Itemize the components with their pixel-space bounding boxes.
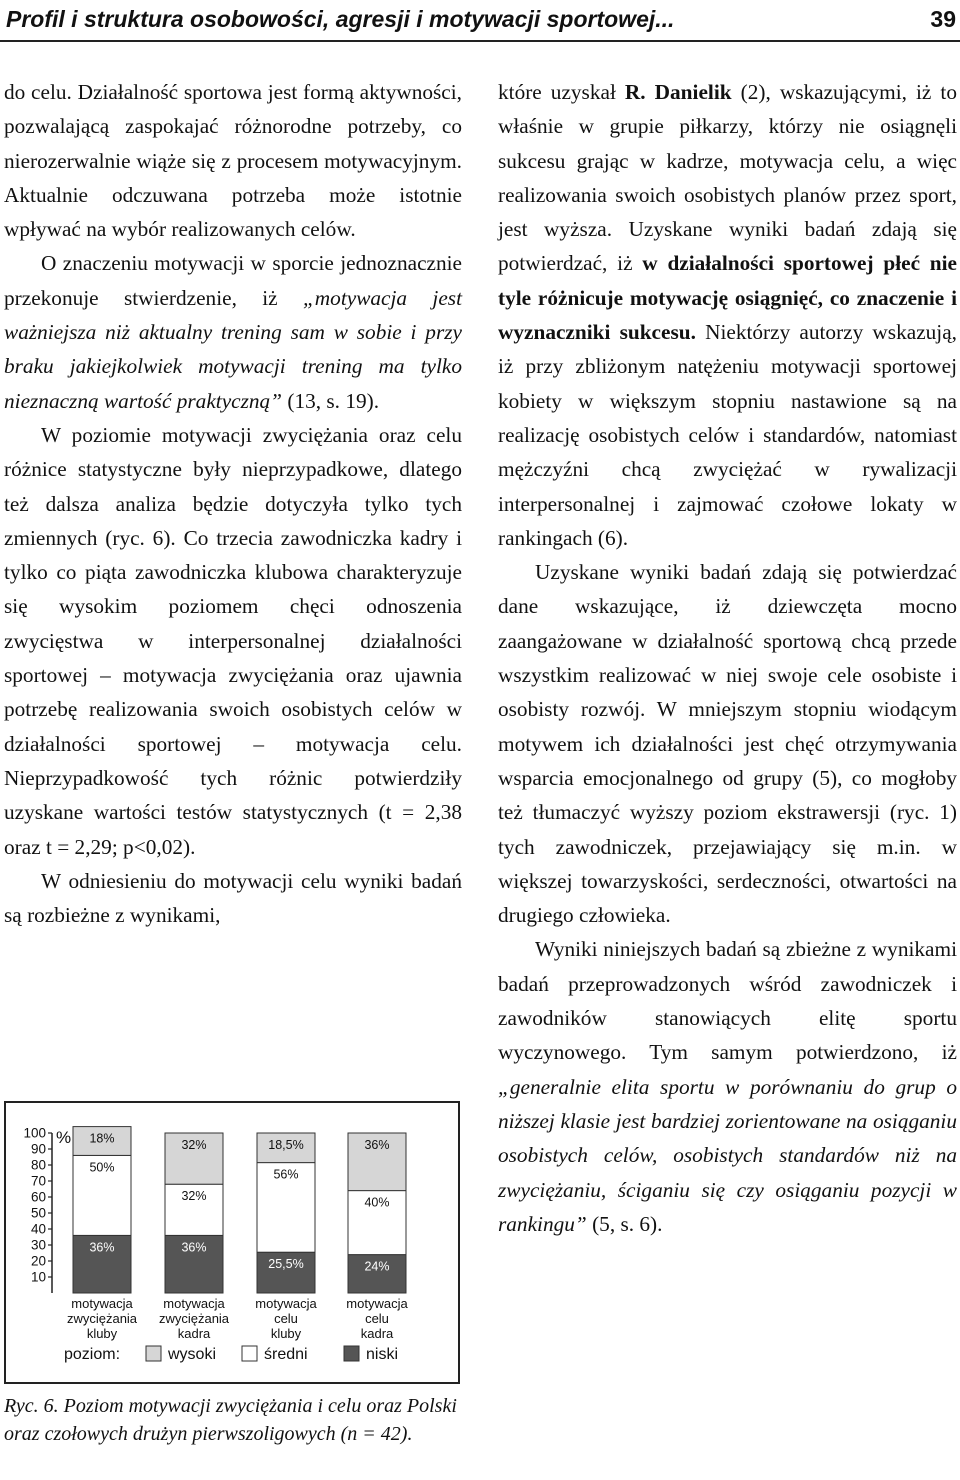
legend-swatch-średni xyxy=(242,1346,257,1361)
data-label: 32% xyxy=(181,1138,207,1152)
quote-span: „generalnie elita sportu w porównaniu do grup o niższej klasie jest bardziej zorientowane na osiąganiu osobistych celów, osobistych standardów niż na zwyciężaniu, ściganiu się czy osiąganiu pozycji w rankingu” xyxy=(498,1074,957,1236)
data-label: 40% xyxy=(364,1195,390,1210)
y-tick-label: 50 xyxy=(30,1205,46,1221)
data-label: 36% xyxy=(181,1240,207,1255)
figure-6 xyxy=(4,1101,460,1384)
y-tick-label: 70 xyxy=(30,1173,46,1189)
paragraph: W poziomie motywacji zwyciężania oraz celu różnice statystyczne były nieprzypadkowe, dlatego też dalsza analiza będzie dotyczyła tylko tych zmiennych (ryc. 6). Co trzecia zawodniczka kadry i tylko co piąta zawodniczka klubowa charakteryzuje się wysokim poziomem chęci odnoszenia zwycięstwa w interpersonalnej działalności sportowej – motywacja zwyciężania oraz ujawnia potrzebę realizowania swoich osobistych celów w działalności sportowej – motywacja celu. Nieprzypadkowość tych różnic potwierdziły uzyskane wartości testów statystycznych (t = 2,38 oraz t = 2,29; p<0,02). xyxy=(4,422,462,859)
category-label: kluby xyxy=(270,1326,302,1341)
data-label: 32% xyxy=(181,1189,207,1204)
figure-caption: Ryc. 6. Poziom motywacji zwyciężania i celu oraz Polski oraz czołowych drużyn pierwszoligowych (n = 42). xyxy=(4,1395,457,1445)
data-label: 25,5% xyxy=(268,1257,304,1272)
paragraph: Uzyskane wyniki badań zdają się potwierdzać dane wskazujące, iż dziewczęta mocno zaangażowane w działalność sportową chcą przede wszystkim realizować w niej swoje cele osobiste i osobisty rozwój. W mniejszym stopniu wiodącym motywem ich działalności jest chęć otrzymywania wsparcia emocjonalnego od grupy (5), co mogłoby też tłumaczyć wyższy poziom ekstrawersji (ryc. 1) tych zawodniczek, przejawiający się m.in. w większej towarzyskości, serdeczności, otwartości na drugiego człowieka. xyxy=(498,560,957,928)
stacked-bar-chart xyxy=(6,1103,458,1382)
left-column xyxy=(4,75,462,932)
bold-statement: w działalności sportowej płeć nie tyle różnicuje motywację osiągnięć, co znaczenie i wyznaczniki sukcesu. xyxy=(498,251,957,345)
author-name: R. Danielik xyxy=(624,80,732,104)
y-tick-label: 90 xyxy=(30,1141,46,1157)
y-tick-label: 10 xyxy=(30,1269,46,1285)
category-label: celu xyxy=(274,1311,298,1326)
text-span: Niektórzy autorzy wskazują, iż przy zbliżonym natężeniu motywacji sportowej kobiety w większym stopniu nastawione są na realizację osobistych celów i standardów, natomiast mężczyźni chcą zwyciężać w rywalizacji interpersonalnej i zajmować czołowe lokaty w rankingach (6). xyxy=(498,320,957,550)
legend-label: średni xyxy=(264,1346,308,1363)
y-tick-label: 40 xyxy=(30,1221,46,1237)
category-label: zwyciężania xyxy=(66,1311,138,1326)
category-label: kadra xyxy=(177,1326,211,1341)
data-label: 50% xyxy=(89,1160,115,1175)
text-span: które uzyskał xyxy=(498,80,616,104)
page-number: 39 xyxy=(930,6,956,32)
y-tick-label: 80 xyxy=(30,1157,46,1173)
category-label: motywacja xyxy=(255,1296,317,1311)
text-span: O znaczeniu motywacji w sporcie jednoznacznie przekonuje stwierdzenie, iż xyxy=(4,251,462,310)
data-label: 18,5% xyxy=(268,1138,304,1152)
text-span: (2), wskazującymi, iż to właśnie w grupie piłkarzy, którzy nie osiągnęli sukcesu grając w kadrze, motywacja celu, a więc realizowania swoich osobistych planów przez sport, jest wyższa. Uzyskane wyniki badań zdają się potwierdzać, iż xyxy=(498,80,957,276)
paragraph: W odniesieniu do motywacji celu wyniki badań są rozbieżne z wynikami, xyxy=(4,868,462,928)
category-label: kluby xyxy=(86,1326,118,1341)
paragraph: do celu. Działalność sportowa jest formą aktywności, pozwalającą zaspokajać różnorodne potrzeby, co nierozerwalnie wiąże się z procesem motywacyjnym. Aktualnie odczuwana potrzeba może istotnie wpływać na wybór realizowanych celów. xyxy=(4,80,462,242)
legend-swatch-niski xyxy=(344,1346,359,1361)
y-tick-label: 30 xyxy=(30,1237,46,1253)
legend-label: wysoki xyxy=(168,1346,217,1363)
data-label: 36% xyxy=(364,1138,390,1152)
category-label: zwyciężania xyxy=(158,1311,230,1326)
category-label: motywacja xyxy=(71,1296,133,1311)
citation: (5, s. 6). xyxy=(592,1211,663,1236)
data-label: 36% xyxy=(89,1240,115,1255)
paragraph xyxy=(4,246,462,417)
y-tick-label: 60 xyxy=(30,1189,46,1205)
data-label: 24% xyxy=(364,1259,390,1274)
paragraph xyxy=(498,75,957,555)
running-header xyxy=(6,2,956,36)
data-label: 18% xyxy=(89,1131,115,1146)
quote-span: „motywacja jest ważniejsza niż aktualny trening sam w sobie i przy braku jakiejkolwiek motywacji trening ma tylko nieznaczną wartość praktyczną” xyxy=(4,285,462,413)
legend-swatch-wysoki xyxy=(146,1346,161,1361)
category-label: kadra xyxy=(360,1326,394,1341)
y-tick-label: 20 xyxy=(30,1253,46,1269)
legend-prefix: poziom: xyxy=(64,1346,121,1363)
running-title: Profil i struktura osobowości, agresji i motywacji sportowej... xyxy=(6,6,675,32)
citation: (13, s. 19). xyxy=(287,388,380,413)
category-label: celu xyxy=(365,1311,389,1326)
legend-label: niski xyxy=(366,1346,399,1363)
y-tick-label: 100 xyxy=(23,1125,46,1141)
category-label: motywacja xyxy=(346,1296,408,1311)
paragraph xyxy=(498,932,957,1241)
header-rule xyxy=(0,40,960,42)
y-unit-label: % xyxy=(56,1128,72,1147)
data-label: 56% xyxy=(273,1167,299,1182)
category-label: motywacja xyxy=(163,1296,225,1311)
text-span: Wyniki niniejszych badań są zbieżne z wynikami badań przeprowadzonych wśród zawodniczek i zawodników stanowiących elitę sportu wyczynowego. Tym samym potwierdzono, iż xyxy=(498,937,957,1065)
right-column xyxy=(498,75,957,1241)
